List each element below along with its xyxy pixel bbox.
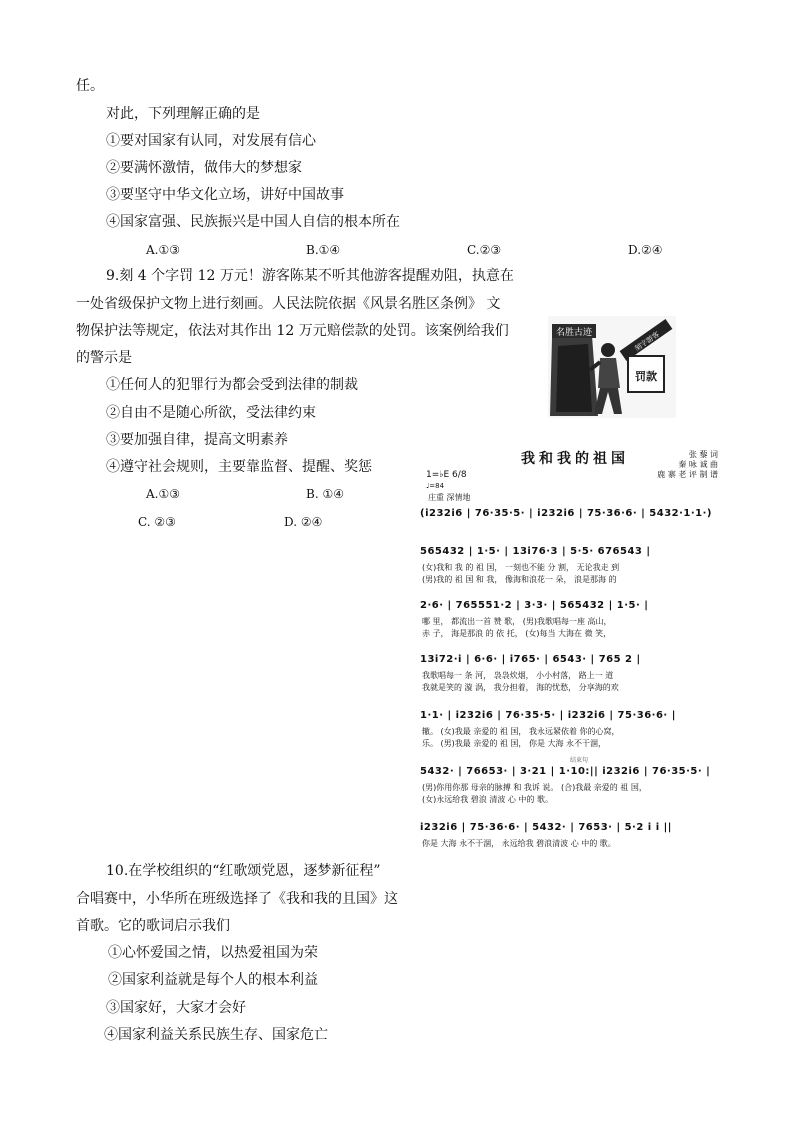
score-row-1: (i2̇3̇2̇i6 | 76·35·5· | i2̇3̇2̇i6 | 75·36·6· | 5432·1·1·) (420, 508, 712, 519)
q9-option-b[interactable]: B. ①④ (306, 487, 344, 501)
q9-stem-line-1: 9.刻 4 个字罚 12 万元！游客陈某不听其他游客提醒劝阻，执意在 (106, 268, 514, 284)
score-row-4: 13i72·i | 6·6· | i765· | 6543· | 765 2 | (420, 654, 641, 665)
expression-mark: 庄重 深情地 (428, 493, 471, 502)
q9-item-3: ③要加强自律，提高文明素养 (106, 432, 288, 448)
q8-item-2: ②要满怀激情，做伟大的梦想家 (106, 160, 302, 176)
q10-item-2: ②国家利益就是每个人的根本利益 (108, 972, 318, 988)
q9-item-4: ④遵守社会规则，主要靠监督、提醒、奖惩 (106, 459, 372, 475)
q8-tail: 任。 (76, 78, 104, 94)
composer-credit: 秦 咏 诚 曲 (678, 460, 718, 469)
q8-option-a[interactable]: A.①③ (146, 243, 180, 257)
score-row-3: 2·6· | 765551·2 | 3·3· | 565432 | 1·5· | (420, 600, 649, 611)
score-row-5: 1·1· | i2̇3̇2̇i6 | 76·35·5· | i2̇3̇2̇i6 | 75·36·6· | (420, 710, 676, 721)
tempo-mark: ♩=84 (426, 482, 445, 490)
q8-item-3: ③要坚守中华文化立场，讲好中国故事 (106, 187, 344, 203)
q9-option-c[interactable]: C. ②③ (138, 515, 176, 529)
q10-item-4: ④国家利益关系民族生存、国家危亡 (104, 1027, 328, 1043)
lyric-row-2a: (女)我和 我 的 祖 国， 一刻也不能 分 割， 无论我走 到 (422, 563, 620, 572)
q10-stem-line-3: 首歌。它的歌词启示我们 (76, 918, 230, 934)
lyric-row-4b: 我就是笑的 漩 涡， 我分担着， 海的忧愁， 分享海的欢 (422, 683, 619, 692)
lyric-row-5b: 乐。 (男)我最 亲爱的 祖 国， 你是 大海 永不干涸， (422, 739, 607, 748)
lyric-row-3a: 哪 里， 都流出一首 赞 歌， (男)我歌唱每一座 高山， (422, 617, 612, 626)
score-row-7: i2̇3̇2̇i6 | 75·36·6· | 5432· | 7653· | 5·2̇ i i || (420, 822, 672, 833)
ending-mark: 结束句 (570, 757, 589, 764)
lyric-row-7a: 你是 大海 永不干涸， 永远给我 碧浪清波 心 中的 歌。 (422, 839, 616, 848)
q9-stem-line-3: 物保护法等规定，依法对其作出 12 万元赔偿款的处罚。该案例给我们 (76, 323, 509, 339)
q9-stem-line-4: 的警示是 (76, 350, 132, 366)
q8-item-4: ④国家富强、民族振兴是中国人自信的根本所在 (106, 214, 400, 230)
q8-item-1: ①要对国家有认同，对发展有信心 (106, 133, 316, 149)
q10-stem-line-1: 10.在学校组织的“红歌颂党恩，逐梦新征程” (106, 863, 381, 879)
lyric-row-6b: (女)永远给我 碧浪 清波 心 中的 歌。 (422, 795, 553, 804)
cartoon-fine-text: 罚款 (635, 370, 657, 383)
q8-option-d[interactable]: D.②④ (628, 243, 663, 257)
song-title: 我和我的祖国 (521, 451, 629, 467)
lyric-row-5a: 辙。 (女)我最 亲爱的 祖 国， 我永远紧依着 你的心窝， (422, 727, 620, 736)
q10-item-1: ①心怀爱国之情，以热爱祖国为荣 (108, 945, 318, 961)
q10-stem-line-2: 合唱赛中，小华所在班级选择了《我和我的且国》这 (76, 891, 398, 907)
q9-item-2: ②自由不是随心所欲，受法律约束 (106, 405, 316, 421)
score-row-6: 5432· | 76653· | 3·21 | 1·10:|| i2̇3̇2̇i6 | 76·35·5· | (420, 766, 711, 777)
q9-option-d[interactable]: D. ②④ (284, 515, 323, 529)
lyricist-credit: 张 藜 词 (688, 450, 718, 459)
cartoon-board-text: 刻字游客 (633, 330, 661, 353)
q9-item-1: ①任何人的犯罪行为都会受到法律的制裁 (106, 377, 358, 393)
q9-option-a[interactable]: A.①③ (146, 487, 180, 501)
score-row-2: 565432 | 1·5· | 13i76·3 | 5·5· 676543 | (420, 546, 651, 557)
q9-cartoon (548, 316, 676, 418)
sheet-music (420, 442, 730, 862)
q9-stem-line-2: 一处省级保护文物上进行刻画。人民法院依据《风景名胜区条例》 文 (76, 296, 501, 312)
lyric-row-6a: (男)你用你那 母亲的脉搏 和 我诉 说。 (合)我最 亲爱的 祖 国， (422, 783, 647, 792)
q8-option-c[interactable]: C.②③ (467, 243, 502, 257)
q8-option-b[interactable]: B.①④ (306, 243, 341, 257)
arranger-credit: 鹿 寨 老 评 制 谱 (657, 470, 718, 479)
key-signature: 1=♭E 6/8 (426, 470, 467, 480)
lyric-row-2b: (男)我的 祖 国 和 我， 像海和浪花一 朵， 浪是那海 的 (422, 575, 617, 584)
lyric-row-3b: 赤 子， 海是那浪 的 依 托， (女)每当 大海在 微 笑， (422, 629, 612, 638)
q8-prompt: 对此，下列理解正确的是 (106, 106, 260, 122)
cartoon-sign-text: 名胜古迹 (555, 328, 593, 338)
q10-item-3: ③国家好，大家才会好 (106, 1000, 246, 1016)
lyric-row-4a: 我歌唱每一 条 河， 袅袅炊烟， 小小村落， 路上一 道 (422, 671, 614, 680)
